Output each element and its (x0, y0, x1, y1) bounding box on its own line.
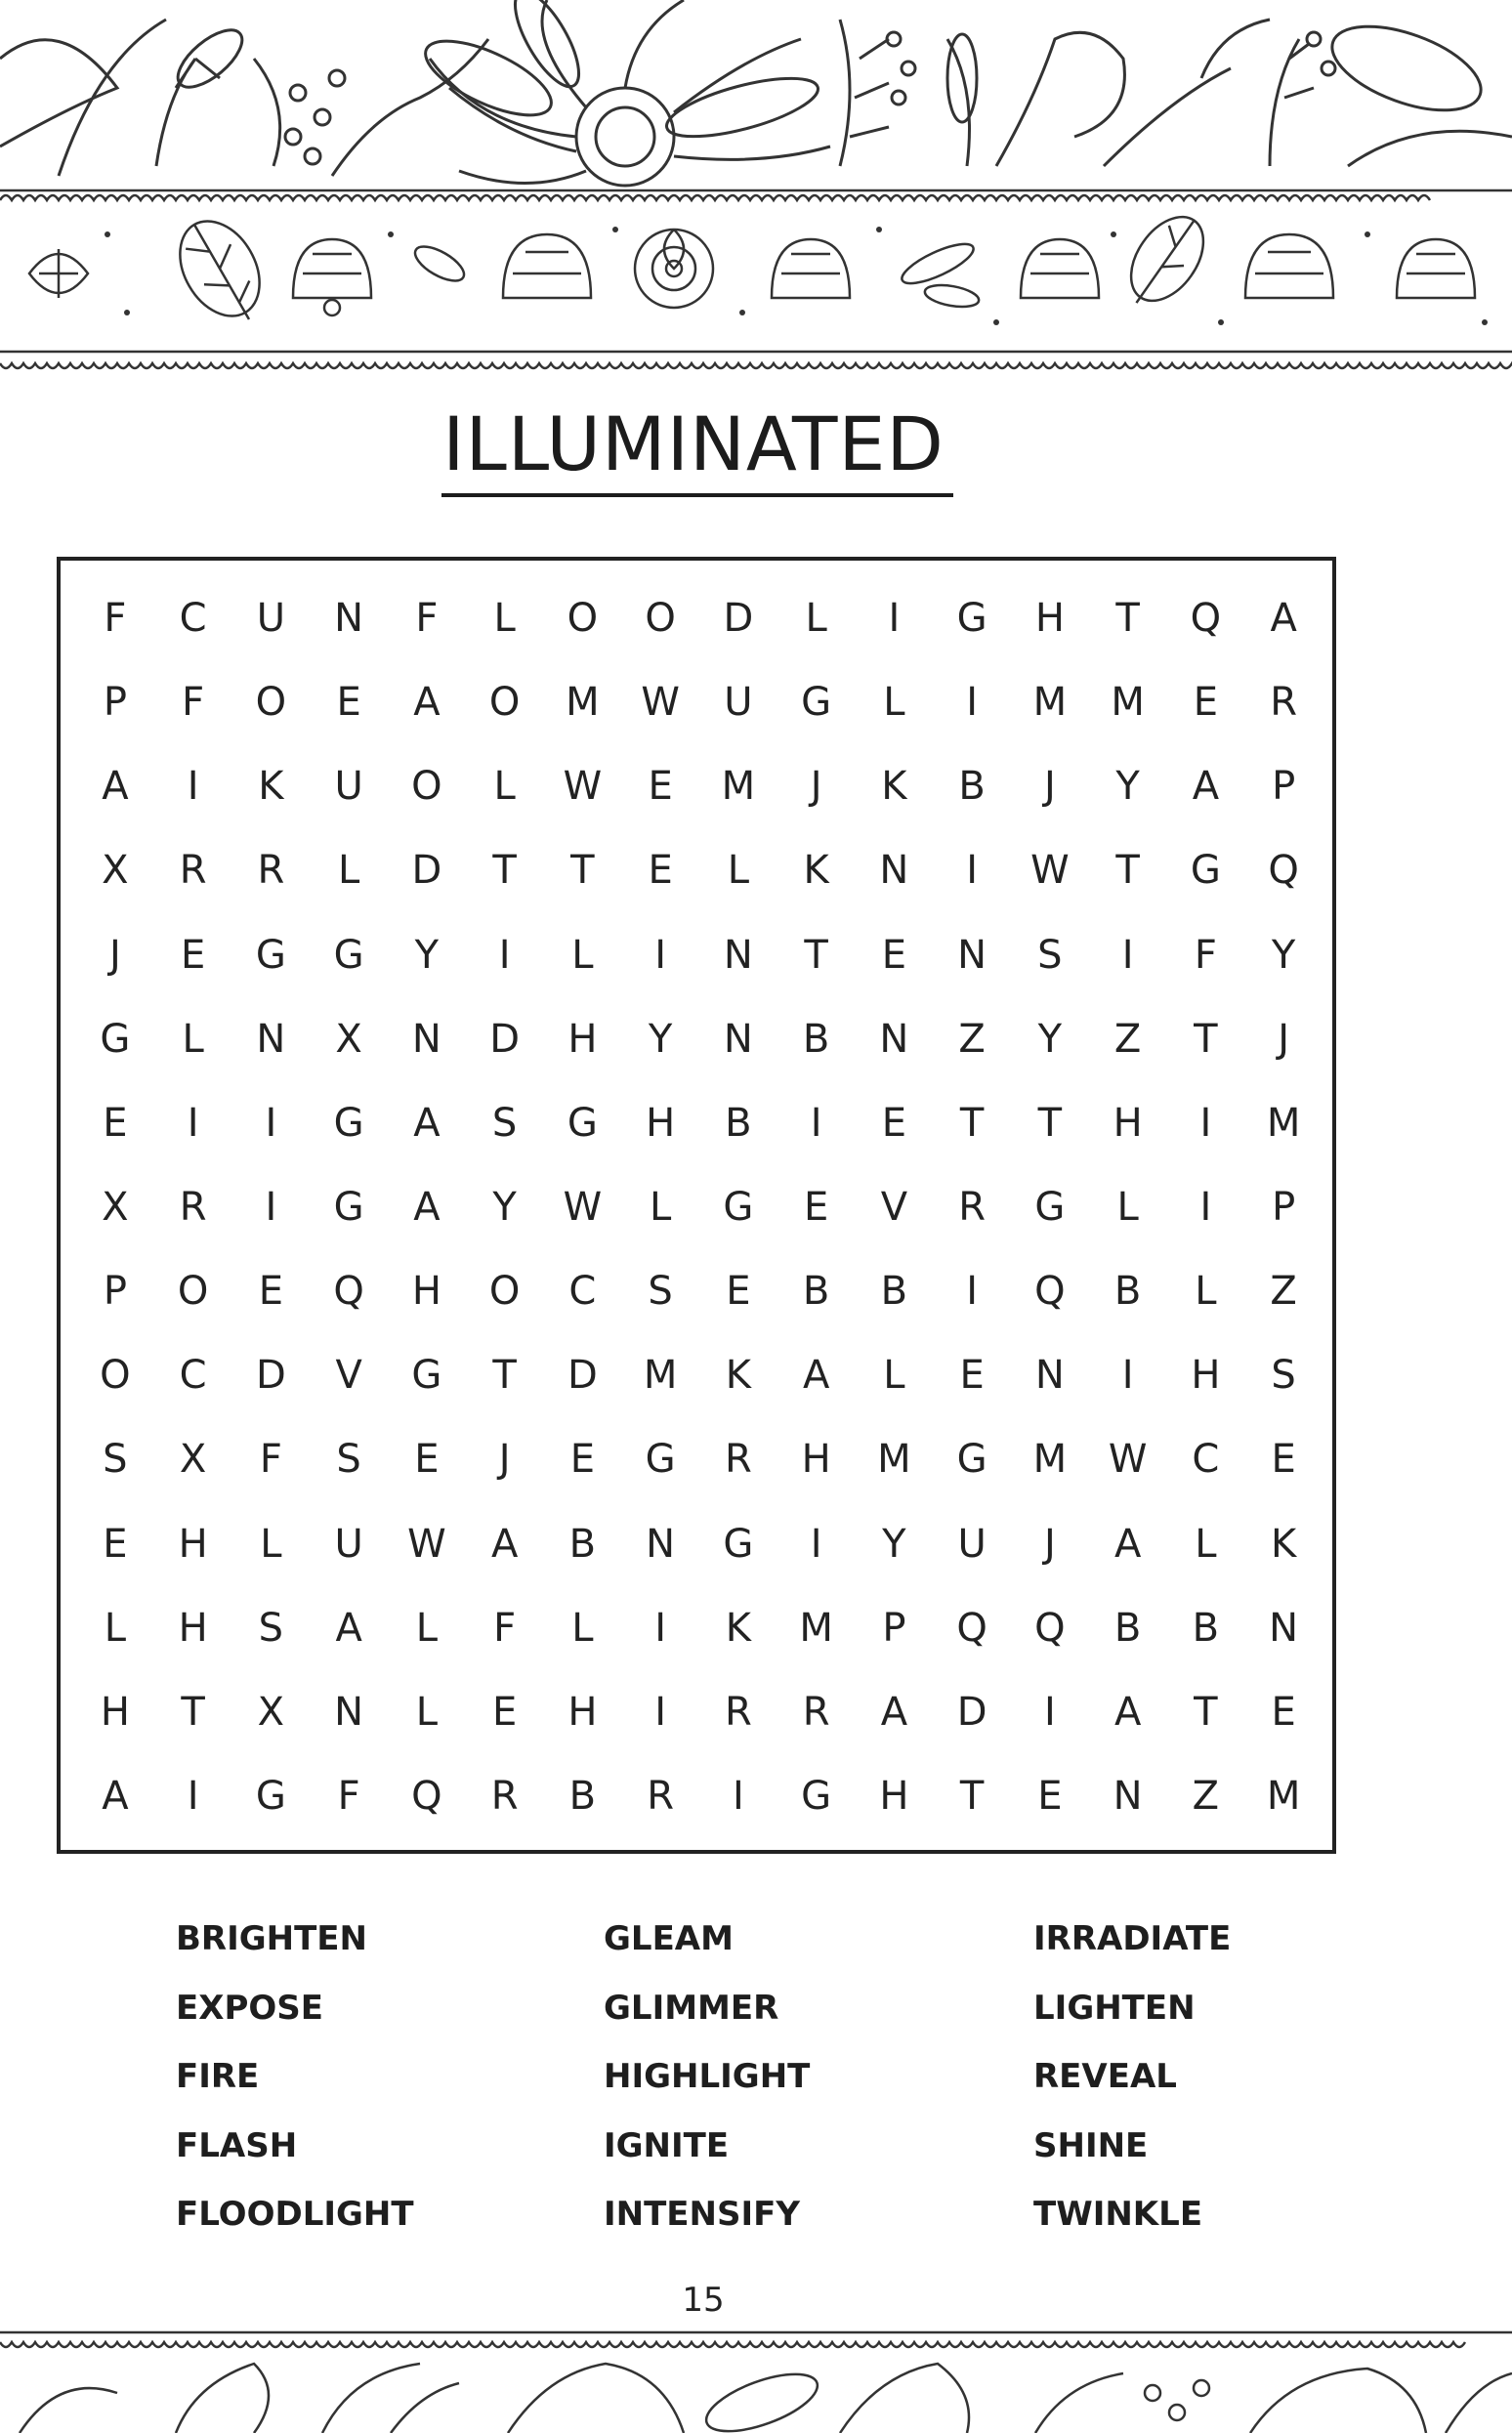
grid-letter: E (103, 1521, 128, 1567)
grid-letter: I (654, 932, 667, 978)
grid-letter: H (801, 1437, 831, 1483)
grid-letter: D (489, 1016, 521, 1062)
grid-letter: J (1278, 1016, 1290, 1062)
grid-letter: D (411, 848, 442, 894)
grid-letter: K (1271, 1521, 1297, 1567)
grid-letter: L (415, 1689, 439, 1735)
grid-letter: Q (956, 1605, 987, 1651)
grid-letter: D (956, 1689, 987, 1735)
grid-letter: D (723, 596, 754, 642)
grid-letter: I (187, 1773, 199, 1819)
grid-letter: F (415, 596, 439, 642)
grid-letter: Q (1268, 848, 1299, 894)
grid-letter: I (265, 1100, 277, 1146)
grid-letter: P (882, 1605, 906, 1651)
floral-border-top-icon (0, 0, 1512, 376)
grid-letter: O (488, 1269, 521, 1315)
page-number: 15 (682, 2281, 725, 2320)
grid-letter: B (725, 1100, 752, 1146)
grid-letter: H (567, 1016, 598, 1062)
grid-letter: U (256, 596, 286, 642)
grid-letter: Q (1190, 596, 1222, 642)
grid-letter: N (879, 848, 909, 894)
grid-letter: G (100, 1016, 131, 1062)
grid-letter: P (1272, 764, 1296, 810)
grid-letter: B (1192, 1605, 1220, 1651)
grid-letter: T (492, 1353, 517, 1399)
grid-letter: G (801, 1773, 832, 1819)
grid-letter: T (1115, 596, 1140, 642)
grid-letter: B (958, 764, 986, 810)
grid-letter: L (1116, 1184, 1139, 1230)
grid-letter: T (1194, 1016, 1218, 1062)
grid-letter: Y (882, 1521, 906, 1567)
grid-letter: I (966, 848, 979, 894)
grid-letter: E (258, 1269, 284, 1315)
grid-letter: N (256, 1016, 286, 1062)
word-list-item: TWINKLE (1033, 2195, 1203, 2234)
grid-letter: H (411, 1269, 441, 1315)
grid-letter: L (1195, 1521, 1217, 1567)
grid-letter: I (888, 596, 901, 642)
grid-letter: A (490, 1521, 519, 1567)
grid-letter: R (179, 1184, 207, 1230)
grid-letter: N (411, 1016, 441, 1062)
grid-letter: X (257, 1689, 285, 1735)
grid-letter: X (102, 848, 129, 894)
grid-letter: R (257, 848, 285, 894)
grid-letter: G (1034, 1184, 1066, 1230)
word-search-grid (57, 557, 1336, 1854)
grid-letter: Y (1115, 764, 1140, 810)
grid-letter: L (337, 848, 360, 894)
grid-letter: Y (648, 1016, 673, 1062)
grid-letter: I (187, 764, 199, 810)
page-title: ILLUMINATED (442, 400, 945, 487)
grid-letter: L (805, 596, 827, 642)
grid-letter: L (493, 764, 516, 810)
grid-letter: L (649, 1184, 672, 1230)
grid-letter: M (799, 1605, 833, 1651)
grid-letter: T (1194, 1689, 1218, 1735)
grid-letter: A (802, 1353, 830, 1399)
grid-letter: W (407, 1521, 446, 1567)
grid-letter: I (1121, 1353, 1134, 1399)
grid-letter: O (488, 680, 521, 726)
grid-letter: J (108, 932, 121, 978)
grid-letter: Y (1037, 1016, 1063, 1062)
grid-letter: E (726, 1269, 751, 1315)
grid-letter: E (881, 932, 907, 978)
word-list-item: SHINE (1033, 2125, 1149, 2165)
grid-letter: O (645, 596, 676, 642)
grid-letter: Z (958, 1016, 986, 1062)
grid-letter: I (810, 1100, 822, 1146)
grid-letter: M (566, 680, 600, 726)
grid-letter: G (956, 1437, 987, 1483)
grid-letter: G (956, 596, 987, 642)
grid-letter: O (255, 680, 287, 726)
grid-letter: M (877, 1437, 911, 1483)
grid-letter: I (1043, 1689, 1056, 1735)
grid-letter: I (498, 932, 511, 978)
grid-letter: I (966, 1269, 979, 1315)
grid-letter: K (725, 1353, 751, 1399)
grid-letter: X (179, 1437, 207, 1483)
grid-letter: T (1037, 1100, 1063, 1146)
grid-letter: H (178, 1605, 208, 1651)
grid-letter: L (883, 1353, 905, 1399)
grid-letter: E (491, 1689, 518, 1735)
grid-letter: N (1269, 1605, 1299, 1651)
grid-letter: R (490, 1773, 519, 1819)
grid-letter: R (724, 1437, 752, 1483)
word-list-item: FLASH (176, 2125, 298, 2165)
grid-letter: F (259, 1437, 282, 1483)
grid-letter: S (103, 1437, 128, 1483)
grid-letter: C (179, 596, 207, 642)
grid-letter: N (1034, 1353, 1065, 1399)
word-list-item: LIGHTEN (1033, 1988, 1196, 2028)
grid-letter: U (724, 680, 753, 726)
grid-letter: A (1270, 596, 1297, 642)
grid-letter: F (104, 596, 127, 642)
grid-letter: O (177, 1269, 209, 1315)
grid-letter: V (880, 1184, 908, 1230)
grid-letter: S (491, 1100, 518, 1146)
grid-letter: L (260, 1521, 282, 1567)
grid-letter: I (732, 1773, 744, 1819)
grid-letter: B (802, 1016, 830, 1062)
grid-letter: P (103, 1269, 127, 1315)
grid-letter: S (336, 1437, 361, 1483)
grid-letter: A (335, 1605, 362, 1651)
grid-letter: I (265, 1184, 277, 1230)
word-list-item: INTENSIFY (604, 2195, 800, 2234)
grid-letter: A (1113, 1689, 1142, 1735)
grid-letter: T (804, 932, 828, 978)
word-list-item: GLIMMER (604, 1988, 779, 2028)
grid-letter: M (1111, 680, 1145, 726)
grid-letter: Q (411, 1773, 442, 1819)
grid-letter: G (255, 1773, 286, 1819)
grid-letter: Q (1034, 1605, 1066, 1651)
grid-letter: Q (1034, 1269, 1066, 1315)
grid-letter: B (568, 1773, 597, 1819)
grid-letter: S (648, 1269, 673, 1315)
grid-letter: A (1113, 1521, 1142, 1567)
grid-letter: G (801, 680, 832, 726)
grid-letter: Y (492, 1184, 517, 1230)
grid-letter: E (1193, 680, 1219, 726)
grid-letter: C (1192, 1437, 1220, 1483)
grid-letter: T (959, 1773, 985, 1819)
grid-letter: Z (1192, 1773, 1220, 1819)
grid-letter: O (567, 596, 599, 642)
grid-letter: W (1030, 848, 1070, 894)
grid-letter: I (1199, 1184, 1212, 1230)
grid-letter: V (335, 1353, 362, 1399)
grid-letter: G (723, 1184, 754, 1230)
grid-letter: L (727, 848, 750, 894)
grid-letter: E (180, 932, 206, 978)
grid-letter: U (957, 1521, 987, 1567)
grid-letter: M (1266, 1100, 1301, 1146)
grid-letter: L (571, 1605, 594, 1651)
grid-letter: Y (414, 932, 440, 978)
grid-letter: A (102, 764, 129, 810)
grid-letter: A (413, 1184, 441, 1230)
grid-letter: N (957, 932, 987, 978)
grid-letter: L (182, 1016, 204, 1062)
grid-letter: F (337, 1773, 360, 1819)
grid-letter: R (802, 1689, 830, 1735)
grid-letter: A (880, 1689, 908, 1735)
word-list-item: HIGHLIGHT (604, 2057, 811, 2096)
grid-letter: H (178, 1521, 208, 1567)
grid-letter: E (414, 1437, 440, 1483)
grid-letter: R (1270, 680, 1298, 726)
grid-letter: B (568, 1521, 597, 1567)
grid-letter: N (334, 596, 364, 642)
grid-letter: U (334, 764, 363, 810)
grid-letter: D (567, 1353, 598, 1399)
grid-letter: E (1271, 1689, 1296, 1735)
grid-letter: S (258, 1605, 284, 1651)
grid-letter: S (1037, 932, 1063, 978)
grid-letter: E (103, 1100, 128, 1146)
grid-letter: N (723, 932, 753, 978)
grid-letter: R (179, 848, 207, 894)
grid-letter: W (563, 1184, 603, 1230)
title-underline (441, 493, 953, 497)
grid-letter: E (336, 680, 361, 726)
grid-letter: T (959, 1100, 985, 1146)
grid-letter: A (413, 680, 441, 726)
grid-letter: F (182, 680, 205, 726)
grid-letter: Z (1113, 1016, 1142, 1062)
grid-letter: R (647, 1773, 675, 1819)
grid-letter: L (571, 932, 594, 978)
grid-letter: H (879, 1773, 909, 1819)
grid-letter: H (567, 1689, 598, 1735)
grid-letter: X (102, 1184, 129, 1230)
grid-letter: K (803, 848, 829, 894)
grid-letter: J (810, 764, 822, 810)
grid-letter: N (723, 1016, 753, 1062)
grid-letter: G (1190, 848, 1221, 894)
grid-letter: L (1195, 1269, 1217, 1315)
grid-letter: J (1043, 1521, 1056, 1567)
grid-letter: K (725, 1605, 751, 1651)
grid-letter: I (810, 1521, 822, 1567)
grid-letter: L (104, 1605, 127, 1651)
grid-letter: C (568, 1269, 597, 1315)
grid-letter: A (1192, 764, 1220, 810)
grid-letter: G (333, 1100, 364, 1146)
grid-letter: R (724, 1689, 752, 1735)
grid-letter: H (1191, 1353, 1221, 1399)
grid-letter: E (803, 1184, 829, 1230)
grid-letter: E (648, 848, 673, 894)
grid-letter: I (654, 1605, 667, 1651)
grid-letter: T (181, 1689, 205, 1735)
grid-letter: U (334, 1521, 363, 1567)
grid-letter: B (1113, 1269, 1142, 1315)
grid-letter: L (493, 596, 516, 642)
grid-letter: B (802, 1269, 830, 1315)
grid-letter: M (1266, 1773, 1301, 1819)
word-list-item: EXPOSE (176, 1988, 323, 2028)
grid-letter: H (1113, 1100, 1143, 1146)
grid-letter: Q (333, 1269, 364, 1315)
grid-letter: T (1115, 848, 1140, 894)
grid-letter: F (1194, 932, 1217, 978)
grid-letter: G (333, 1184, 364, 1230)
grid-letter: Y (1271, 932, 1296, 978)
grid-letter: N (646, 1521, 676, 1567)
grid-letter: L (883, 680, 905, 726)
grid-letter: M (721, 764, 756, 810)
grid-letter: E (648, 764, 673, 810)
grid-letter: N (879, 1016, 909, 1062)
grid-letter: F (493, 1605, 517, 1651)
word-list-item: FLOODLIGHT (176, 2195, 414, 2234)
grid-letter: A (102, 1773, 129, 1819)
grid-letter: J (1043, 764, 1056, 810)
grid-letter: E (959, 1353, 985, 1399)
grid-letter: P (103, 680, 127, 726)
grid-letter: I (1199, 1100, 1212, 1146)
grid-letter: E (1271, 1437, 1296, 1483)
word-list-item: GLEAM (604, 1919, 734, 1958)
grid-letter: C (179, 1353, 207, 1399)
grid-letter: H (100, 1689, 130, 1735)
grid-letter: X (335, 1016, 362, 1062)
grid-letter: I (966, 680, 979, 726)
word-list (176, 1905, 1348, 2249)
grid-letter: I (187, 1100, 199, 1146)
grid-letter: H (646, 1100, 676, 1146)
grid-letter: G (411, 1353, 442, 1399)
grid-letter: M (1032, 680, 1068, 726)
grid-letter: A (413, 1100, 441, 1146)
word-list-item: IRRADIATE (1033, 1919, 1232, 1958)
word-list-item: REVEAL (1033, 2057, 1177, 2096)
grid-letter: K (258, 764, 284, 810)
grid-letter: B (1113, 1605, 1142, 1651)
grid-letter: I (1121, 932, 1134, 978)
grid-letter: E (881, 1100, 907, 1146)
word-list-item: IGNITE (604, 2125, 730, 2165)
grid-letter: S (1271, 1353, 1296, 1399)
grid-letter: G (333, 932, 364, 978)
grid-letter: I (654, 1689, 667, 1735)
grid-letter: D (255, 1353, 286, 1399)
grid-letter: P (1272, 1184, 1296, 1230)
word-list-item: BRIGHTEN (176, 1919, 367, 1958)
grid-letter: O (411, 764, 442, 810)
floral-border-bottom-icon (0, 2315, 1512, 2433)
grid-letter: Z (1270, 1269, 1297, 1315)
grid-letter: G (645, 1437, 676, 1483)
grid-letter: H (1034, 596, 1065, 642)
grid-letter: M (1032, 1437, 1068, 1483)
grid-letter: W (1108, 1437, 1148, 1483)
grid-letter: O (100, 1353, 131, 1399)
grid-letter: J (498, 1437, 511, 1483)
grid-letter: N (1113, 1773, 1143, 1819)
grid-letter: G (723, 1521, 754, 1567)
grid-letter: T (492, 848, 517, 894)
grid-letter: W (641, 680, 680, 726)
grid-letter: E (569, 1437, 596, 1483)
grid-letter: N (334, 1689, 364, 1735)
grid-letter: G (567, 1100, 598, 1146)
grid-letter: T (570, 848, 595, 894)
grid-letter: K (881, 764, 907, 810)
grid-letter: E (1037, 1773, 1063, 1819)
grid-letter: G (255, 932, 286, 978)
grid-letter: M (643, 1353, 678, 1399)
word-list-item: FIRE (176, 2057, 260, 2096)
grid-letter: W (563, 764, 603, 810)
grid-letter: L (415, 1605, 439, 1651)
grid-letter: R (958, 1184, 987, 1230)
grid-letter: B (880, 1269, 908, 1315)
